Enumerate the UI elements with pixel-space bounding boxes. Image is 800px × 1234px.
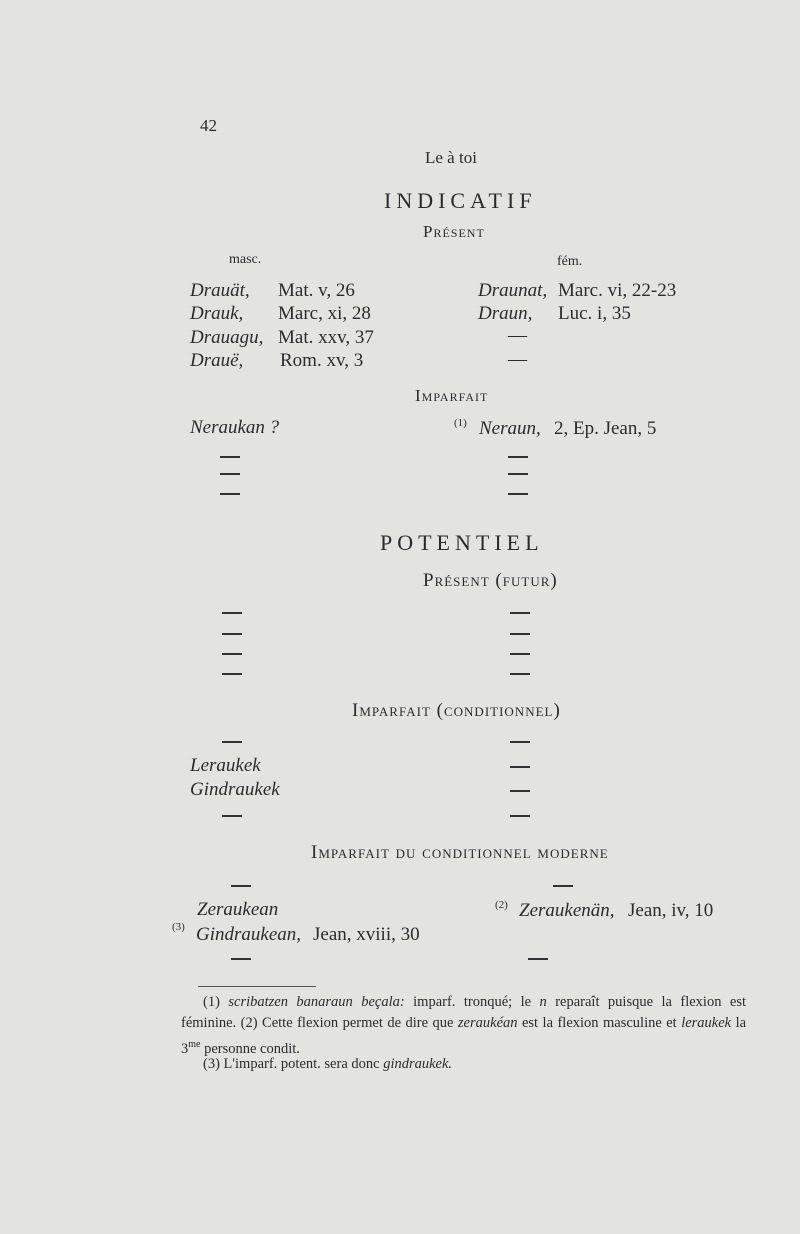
dash — [222, 673, 242, 675]
footnote-3 — [181, 1054, 746, 1075]
dash — [553, 885, 573, 887]
dash — [222, 612, 242, 614]
row2-masc-form: Drauk, — [190, 303, 244, 324]
fn1-letter: n — [539, 994, 547, 1010]
footnote-marker-3: (3) — [172, 921, 185, 933]
dash — [222, 653, 242, 655]
label-fem: fém. — [557, 254, 583, 269]
fn2-text: Cette flexion permet de dire que — [262, 1015, 454, 1031]
dash — [510, 741, 530, 743]
row3-masc-form: Drauagu, — [190, 327, 264, 348]
imparfait-masc-form: Neraukan ? — [190, 417, 280, 438]
fn2-ordinal-sup: me — [188, 1039, 201, 1050]
dash — [510, 766, 530, 768]
fn3-text: L'imparf. potent. sera donc — [223, 1056, 380, 1072]
dash — [510, 612, 530, 614]
row3-fem-dash: — — [508, 325, 527, 346]
heading-indicatif: INDICATIF — [384, 188, 537, 213]
fn2-text-mid: est la flexion masculine et — [521, 1015, 677, 1031]
row2-fem-ref: Luc. i, 35 — [558, 303, 631, 324]
dash — [220, 493, 240, 495]
dash — [508, 473, 528, 475]
heading-imparfait-moderne: Imparfait du conditionnel moderne — [311, 842, 609, 863]
dash — [510, 653, 530, 655]
moderne-line2-form: Gindraukean, — [196, 924, 302, 945]
fn3-form: gindraukek. — [383, 1056, 453, 1072]
heading-present-futur: Présent (futur) — [423, 570, 558, 591]
row4-masc-form: Drauë, — [190, 350, 244, 371]
imparfait-fem-ref: 2, Ep. Jean, 5 — [554, 418, 657, 439]
heading-present: Présent — [423, 222, 485, 241]
footnote-separator — [198, 986, 316, 987]
row1-fem-ref: Marc. vi, 22-23 — [558, 280, 677, 301]
row4-fem-dash: — — [508, 349, 527, 370]
fn1-text-end: reparaît puisque la flexion est féminine. — [181, 994, 746, 1031]
row1-masc-ref: Mat. v, 26 — [278, 280, 355, 301]
cond-form-gindraukek: Gindraukek — [190, 779, 280, 800]
dash — [222, 741, 242, 743]
fn2-ordinal: la 3 — [181, 1015, 747, 1057]
fn1-text: imparf. tronqué; le — [413, 994, 532, 1010]
dash — [222, 633, 242, 635]
dash — [510, 815, 530, 817]
dash — [222, 815, 242, 817]
dash — [510, 790, 530, 792]
dash — [510, 673, 530, 675]
fn2-number: (2) — [240, 1015, 258, 1031]
row2-fem-form: Draun, — [478, 303, 533, 324]
fn2-form-2: leraukek — [681, 1015, 732, 1031]
dash — [231, 885, 251, 887]
moderne-line2-ref: Jean, xviii, 30 — [313, 924, 420, 945]
dash — [231, 958, 251, 960]
dash — [220, 456, 240, 458]
label-masc: masc. — [229, 252, 262, 267]
running-title: Le à toi — [425, 148, 477, 167]
dash — [220, 473, 240, 475]
row1-masc-form: Drauät, — [190, 280, 250, 301]
fn2-form: zeraukéan — [457, 1015, 518, 1031]
fn1-quote: scribatzen banaraun beçala: — [228, 994, 405, 1010]
footnote-1-2 — [181, 992, 746, 1060]
dash — [528, 958, 548, 960]
footnote-marker-2: (2) — [495, 899, 508, 911]
dash — [508, 493, 528, 495]
footnote-marker-1: (1) — [454, 417, 467, 429]
fn2-text-end: personne condit. — [204, 1040, 300, 1057]
moderne-fem-ref: Jean, iv, 10 — [628, 900, 714, 921]
heading-potentiel: POTENTIEL — [380, 530, 544, 555]
heading-imparfait-conditionnel: Imparfait (conditionnel) — [352, 700, 561, 721]
moderne-masc-form: Zeraukean — [197, 899, 279, 920]
fn1-number: (1) — [203, 994, 220, 1010]
row2-masc-ref: Marc, xi, 28 — [278, 303, 371, 324]
heading-imparfait: Imparfait — [415, 386, 489, 405]
imparfait-fem-form: Neraun, — [479, 418, 541, 439]
row1-fem-form: Draunat, — [478, 280, 548, 301]
dash — [510, 633, 530, 635]
page-number: 42 — [200, 116, 217, 135]
row4-masc-ref: Rom. xv, 3 — [280, 350, 364, 371]
row3-masc-ref: Mat. xxv, 37 — [278, 327, 374, 348]
dash — [508, 456, 528, 458]
cond-form-leraukek: Leraukek — [190, 755, 261, 776]
fn3-number: (3) — [203, 1056, 220, 1072]
moderne-fem-form: Zeraukenän, — [519, 900, 615, 921]
